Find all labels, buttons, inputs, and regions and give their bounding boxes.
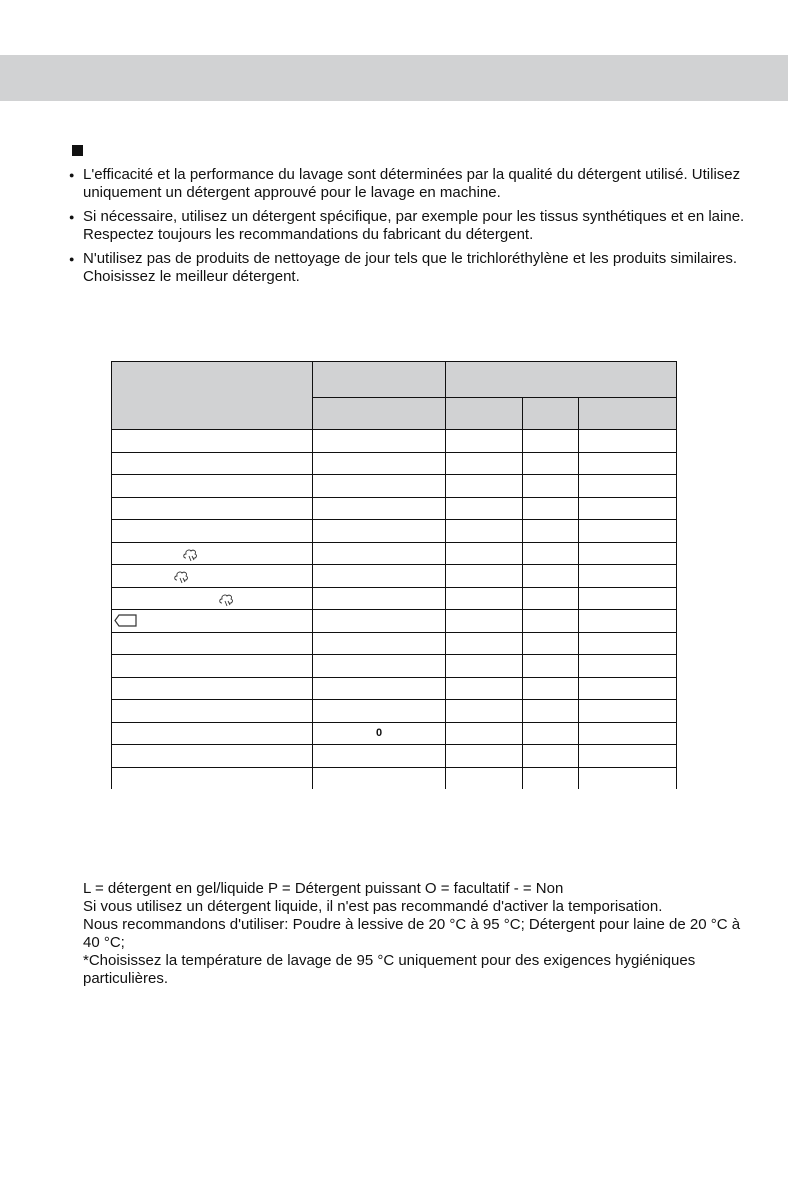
table-cell: [523, 565, 579, 588]
bullet-icon: ●: [69, 170, 75, 180]
table-row: [112, 655, 677, 678]
table-cell: [446, 520, 523, 543]
table-cell: [523, 497, 579, 520]
table-row: [112, 452, 677, 475]
table-cell: [446, 587, 523, 610]
table-row: [112, 632, 677, 655]
table-cell: [579, 520, 677, 543]
table-cell: [446, 677, 523, 700]
table-cell: [579, 587, 677, 610]
table-cell: [446, 632, 523, 655]
table-cell: [579, 430, 677, 453]
table-cell: [112, 610, 313, 633]
table-cell: [446, 565, 523, 588]
table-cell: [313, 655, 446, 678]
table-row: [112, 745, 677, 768]
table-cell: [446, 430, 523, 453]
intro-bullet: ● L'efficacité et la performance du lavage sont déterminées par la qualité du détergent utilisé. Utilisez uniquement un détergent approuvé pour le lavage en machine.: [69, 166, 741, 201]
table-cell: [523, 587, 579, 610]
table-cell: [446, 497, 523, 520]
table-cell: [313, 430, 446, 453]
table-cell: [523, 452, 579, 475]
table-cell: [446, 452, 523, 475]
table-cell: [523, 700, 579, 723]
table-row: [112, 475, 677, 498]
temperature-note: *Choisissez la température de lavage de 95 °C uniquement pour des exigences hygiéniques particulières.: [83, 952, 696, 987]
table-cell: [579, 745, 677, 768]
table-cell: [579, 497, 677, 520]
table-cell: [446, 722, 523, 745]
steam-icon: [182, 546, 199, 563]
table-cell: [112, 497, 313, 520]
table-cell: [112, 587, 313, 610]
table-cell: [523, 632, 579, 655]
table-cell: [579, 475, 677, 498]
table-cell: [446, 610, 523, 633]
table-cell: [446, 767, 523, 789]
header-cell: [523, 398, 579, 430]
bullet-icon: ●: [69, 212, 75, 222]
detergent-table: [111, 361, 677, 789]
table-cell: [523, 520, 579, 543]
table-cell: [579, 700, 677, 723]
table-cell: [579, 655, 677, 678]
table-cell: [579, 677, 677, 700]
table-cell: [446, 475, 523, 498]
table-cell: [112, 520, 313, 543]
table-cell: [446, 655, 523, 678]
table-row: [112, 587, 677, 610]
table-cell: [579, 722, 677, 745]
table-cell: [313, 520, 446, 543]
header-band: [0, 55, 788, 101]
table-cell: [523, 610, 579, 633]
table-cell: [313, 497, 446, 520]
table-cell: [313, 700, 446, 723]
table-cell: [112, 745, 313, 768]
table-cell: [313, 565, 446, 588]
table-cell: [579, 767, 677, 789]
table-cell: [313, 767, 446, 789]
table-row: [112, 700, 677, 723]
header-cell: [313, 398, 446, 430]
table-notes: [83, 880, 743, 988]
table-cell: [313, 632, 446, 655]
table-header-row: [112, 362, 677, 398]
table-row: [112, 722, 677, 745]
table-cell: [446, 700, 523, 723]
table-cell: [523, 677, 579, 700]
header-cell: [313, 362, 446, 398]
steam-icon: [173, 568, 190, 585]
table-cell: [313, 610, 446, 633]
table-row: [112, 542, 677, 565]
recommendation-note: Nous recommandons d'utiliser: Poudre à lessive de 20 °C à 95 °C; Détergent pour laine de 20 °C à 40 °C;: [83, 916, 741, 951]
table-cell: [579, 452, 677, 475]
table-cell: [523, 722, 579, 745]
table-cell: [579, 565, 677, 588]
table-cell: [523, 430, 579, 453]
table-cell: [313, 475, 446, 498]
table-cell: [523, 655, 579, 678]
table-cell: [112, 722, 313, 745]
intro-bullet: ● N'utilisez pas de produits de nettoyage de jour tels que le trichloréthylène et les produits similaires. Choisissez le meilleur détergent.: [69, 250, 738, 285]
table-cell: [112, 542, 313, 565]
table-cell: [579, 610, 677, 633]
table-cell: [313, 452, 446, 475]
table-row: [112, 767, 677, 789]
table-cell-value: 0: [313, 722, 446, 745]
table-cell: [112, 767, 313, 789]
table-cell: [523, 542, 579, 565]
table-cell: [523, 475, 579, 498]
bullet-icon: ●: [69, 254, 75, 264]
table-cell: [579, 632, 677, 655]
table-cell: [313, 587, 446, 610]
liquid-detergent-note: Si vous utilisez un détergent liquide, il n'est pas recommandé d'activer la temporisation.: [83, 898, 663, 915]
section-square-marker: [72, 145, 83, 156]
table-cell: [112, 430, 313, 453]
table-cell: [446, 745, 523, 768]
table-cell: [112, 700, 313, 723]
table-cell: [112, 452, 313, 475]
table-row: [112, 497, 677, 520]
header-cell: [112, 362, 313, 430]
table-cell: [112, 565, 313, 588]
table-cell: [112, 655, 313, 678]
table-row: [112, 430, 677, 453]
table-cell: [313, 745, 446, 768]
table-row: [112, 677, 677, 700]
header-cell: [579, 398, 677, 430]
table-row: [112, 565, 677, 588]
table-cell: [523, 767, 579, 789]
table-cell: [313, 542, 446, 565]
steam-icon: [218, 591, 235, 608]
table-cell: [523, 745, 579, 768]
table-row: [112, 610, 677, 633]
table-cell: [579, 542, 677, 565]
table-row: [112, 520, 677, 543]
tag-icon: [114, 614, 138, 627]
table-cell: [112, 475, 313, 498]
table-cell: [313, 677, 446, 700]
table-cell: [446, 542, 523, 565]
table-cell: [112, 632, 313, 655]
intro-bullet: ● Si nécessaire, utilisez un détergent spécifique, par exemple pour les tissus synthétiques et en laine. Respectez toujours les recommandations du fabricant du détergent.: [69, 208, 745, 243]
table-cell: [112, 677, 313, 700]
legend-note: L = détergent en gel/liquide P = Détergent puissant O = facultatif - = Non: [83, 880, 564, 897]
header-cell: [446, 362, 677, 398]
header-cell: [446, 398, 523, 430]
